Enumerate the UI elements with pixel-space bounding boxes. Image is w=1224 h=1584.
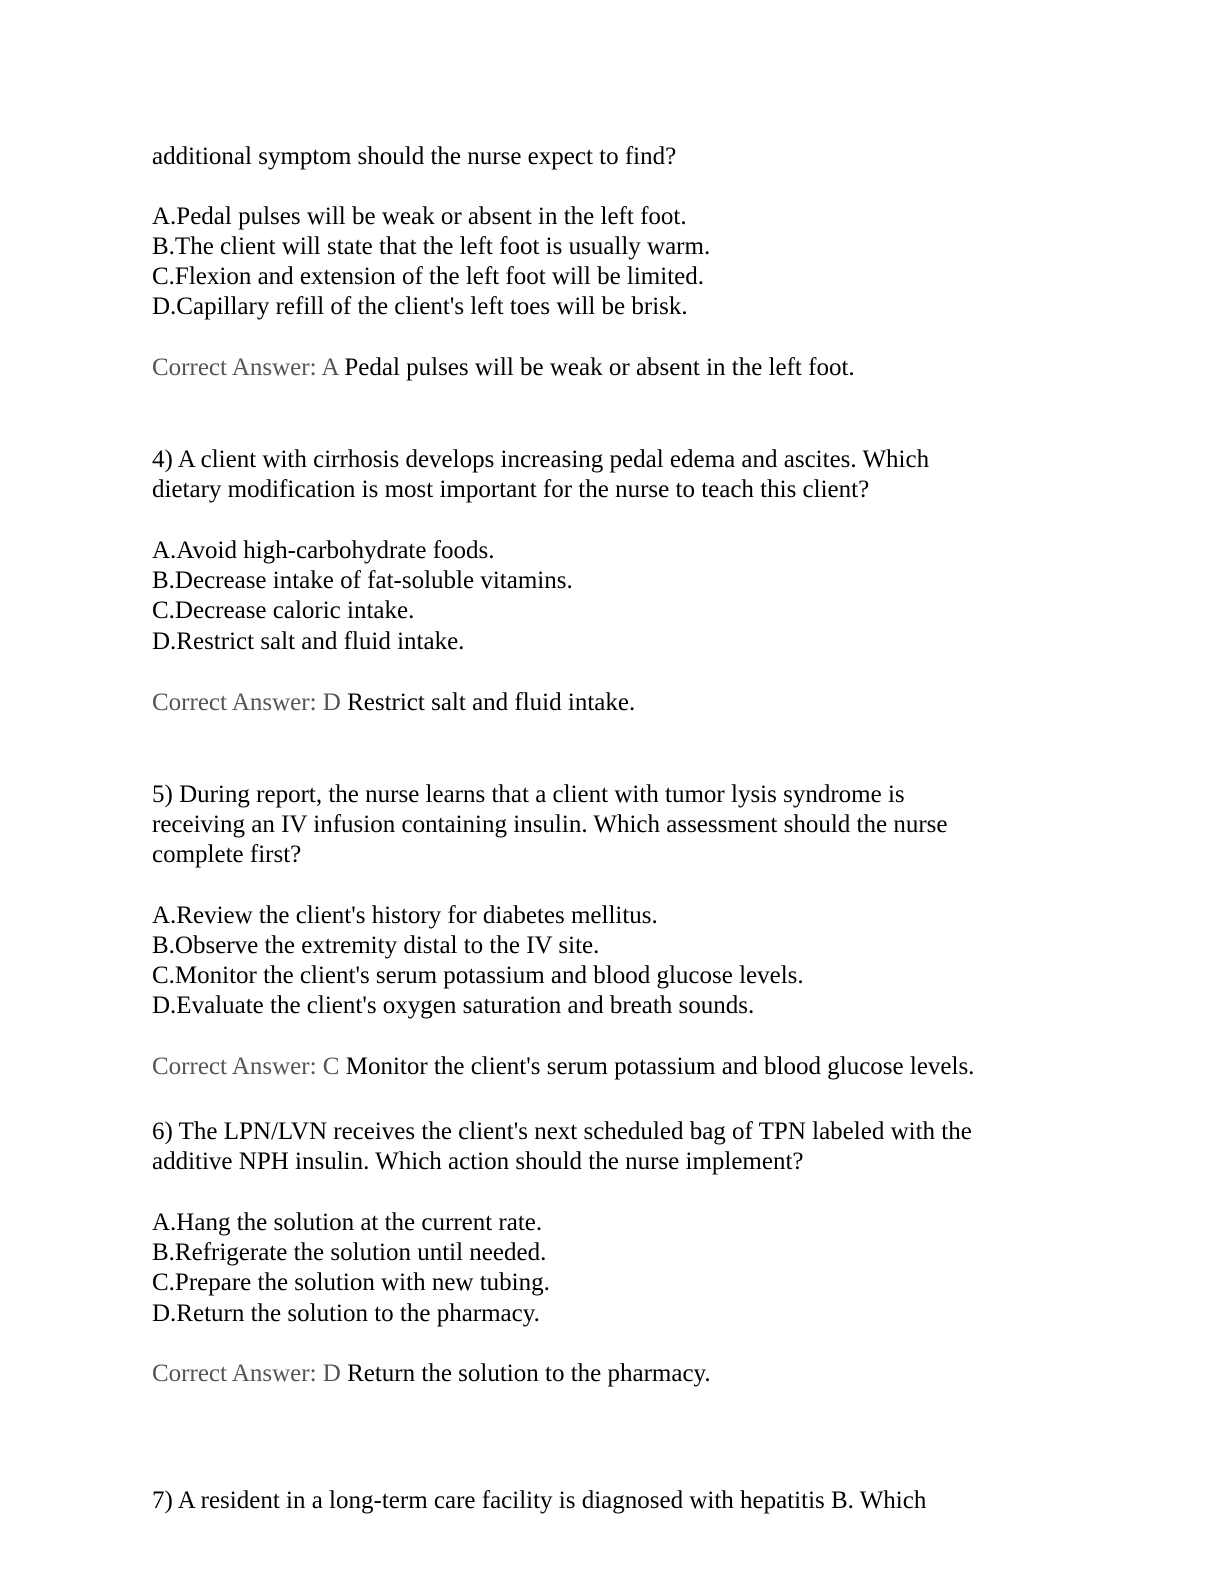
q6-stem-line-2: additive NPH insulin. Which action should the nurse implement?	[152, 1148, 804, 1175]
q6-option-b: B.Refrigerate the solution until needed.	[152, 1239, 547, 1266]
q5-option-c: C.Monitor the client's serum potassium and blood glucose levels.	[152, 962, 804, 989]
q3-option-c: C.Flexion and extension of the left foot will be limited.	[152, 263, 704, 290]
q6-option-a: A.Hang the solution at the current rate.	[152, 1209, 543, 1236]
q4-option-c: C.Decrease caloric intake.	[152, 597, 415, 624]
q3-option-a: A.Pedal pulses will be weak or absent in the left foot.	[152, 203, 687, 230]
q4-option-d: D.Restrict salt and fluid intake.	[152, 628, 465, 655]
q5-option-b: B.Observe the extremity distal to the IV site.	[152, 932, 600, 959]
q4-answer-text: Restrict salt and fluid intake.	[347, 689, 636, 716]
q7-stem-start: 7) A resident in a long-term care facility is diagnosed with hepatitis B. Which	[152, 1487, 927, 1514]
q5-stem-line-1: 5) During report, the nurse learns that a client with tumor lysis syndrome is	[152, 781, 905, 808]
q3-option-b: B.The client will state that the left foot is usually warm.	[152, 233, 711, 260]
q6-option-c: C.Prepare the solution with new tubing.	[152, 1269, 550, 1296]
q6-correct-answer	[152, 1359, 711, 1389]
q4-stem-line-1: 4) A client with cirrhosis develops increasing pedal edema and ascites. Which	[152, 446, 930, 473]
q6-answer-label: Correct Answer: D	[152, 1360, 341, 1387]
q4-option-a: A.Avoid high-carbohydrate foods.	[152, 537, 495, 564]
q6-option-d: D.Return the solution to the pharmacy.	[152, 1300, 540, 1327]
q5-correct-answer	[152, 1052, 974, 1082]
q4-correct-answer	[152, 688, 635, 718]
q3-answer-label: Correct Answer: A	[152, 354, 339, 381]
q5-stem-line-2: receiving an IV infusion containing insulin. Which assessment should the nurse	[152, 811, 948, 838]
q5-option-d: D.Evaluate the client's oxygen saturation and breath sounds.	[152, 992, 755, 1019]
q3-option-d: D.Capillary refill of the client's left toes will be brisk.	[152, 293, 688, 320]
q5-stem-line-3: complete first?	[152, 841, 302, 868]
q6-stem-line-1: 6) The LPN/LVN receives the client's next scheduled bag of TPN labeled with the	[152, 1118, 972, 1145]
q5-answer-text: Monitor the client's serum potassium and blood glucose levels.	[345, 1053, 975, 1080]
q5-answer-label: Correct Answer: C	[152, 1053, 340, 1080]
q3-correct-answer	[152, 353, 855, 383]
q5-option-a: A.Review the client's history for diabetes mellitus.	[152, 902, 658, 929]
q4-option-b: B.Decrease intake of fat-soluble vitamins.	[152, 567, 573, 594]
q6-answer-text: Return the solution to the pharmacy.	[347, 1360, 711, 1387]
q4-answer-label: Correct Answer: D	[152, 689, 341, 716]
q3-answer-text: Pedal pulses will be weak or absent in the left foot.	[344, 354, 855, 381]
q4-stem-line-2: dietary modification is most important for the nurse to teach this client?	[152, 476, 870, 503]
q3-stem-end: additional symptom should the nurse expect to find?	[152, 143, 677, 170]
